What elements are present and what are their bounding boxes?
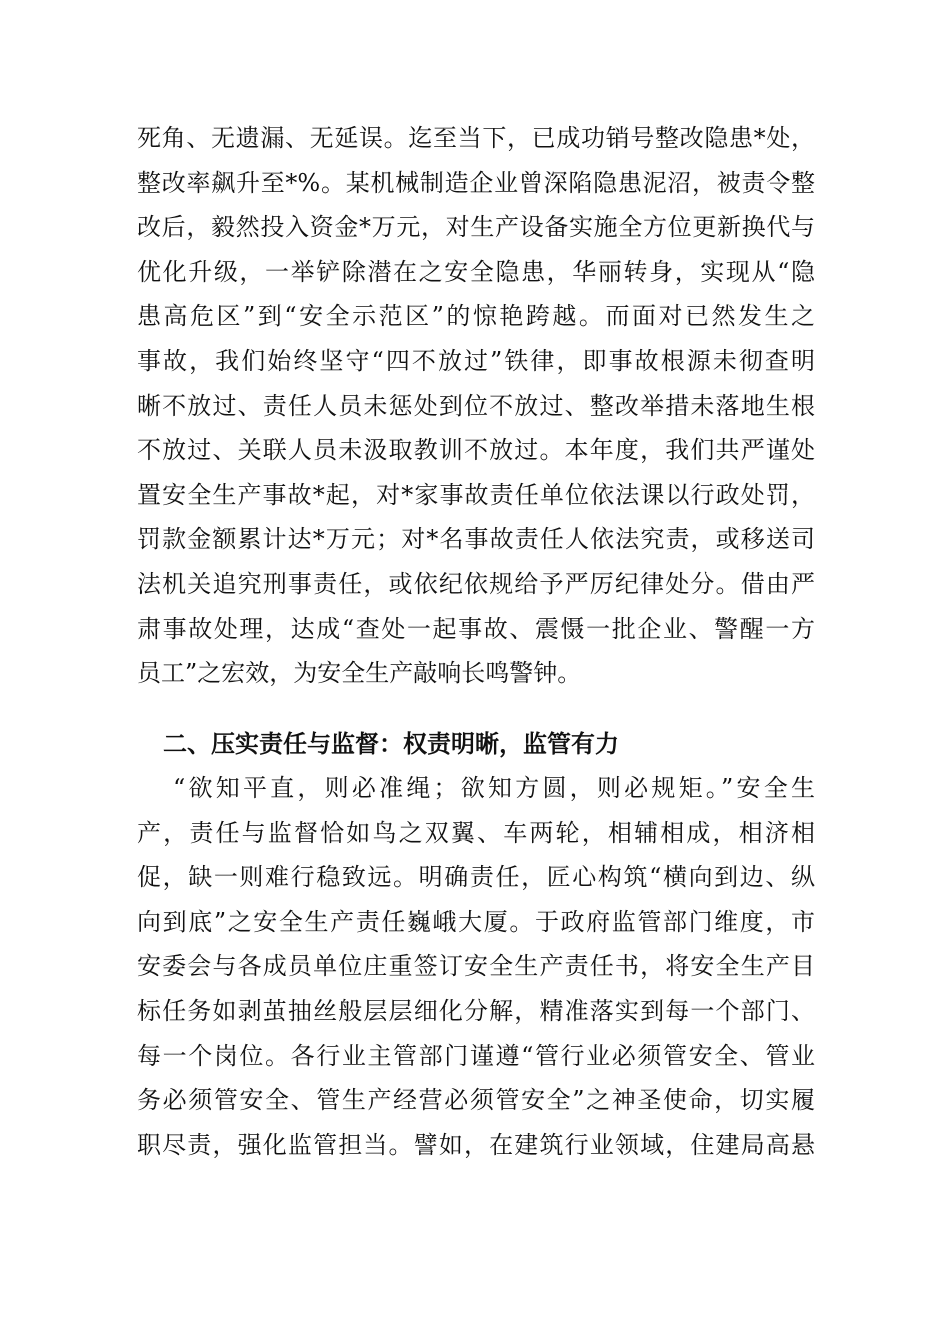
paragraph-line: 法机关追究刑事责任，或依纪依规给予严厉纪律处分。借由严 [137, 569, 815, 598]
paragraph-line: 患高危区”到“安全示范区”的惊艳跨越。而面对已然发生之 [137, 302, 815, 331]
paragraph-line: 不放过、关联人员未汲取教训不放过。本年度，我们共严谨处 [137, 436, 815, 465]
paragraph-responsibility [137, 766, 815, 1167]
paragraph-line: 肃事故处理，达成“查处一起事故、震慑一批企业、警醒一方 [137, 614, 815, 643]
paragraph-accident-handling [137, 116, 815, 696]
paragraph-line: 改后，毅然投入资金*万元，对生产设备实施全方位更新换代与 [137, 213, 815, 242]
paragraph-line: 整改率飙升至*%。某机械制造企业曾深陷隐患泥沼，被责令整 [137, 168, 815, 197]
section-heading: 二、压实责任与监督：权责明晰，监管有力 [163, 730, 619, 758]
paragraph-line: 向到底”之安全生产责任巍峨大厦。于政府监管部门维度，市 [137, 907, 815, 936]
paragraph-line: 死角、无遗漏、无延误。迄至当下，已成功销号整改隐患*处， [137, 124, 815, 152]
paragraph-line: 标任务如剥茧抽丝般层层细化分解，精准落实到每一个部门、 [137, 996, 815, 1025]
paragraph-line: “欲知平直，则必准绳；欲知方圆，则必规矩。”安全生 [173, 774, 815, 802]
paragraph-line: 每一个岗位。各行业主管部门谨遵“管行业必须管安全、管业 [137, 1041, 815, 1070]
paragraph-line: 务必须管安全、管生产经营必须管安全”之神圣使命，切实履 [137, 1086, 815, 1115]
paragraph-line: 员工”之宏效，为安全生产敲响长鸣警钟。 [137, 659, 582, 688]
paragraph-line: 优化升级，一举铲除潜在之安全隐患，华丽转身，实现从“隐 [137, 257, 815, 286]
paragraph-line: 促，缺一则难行稳致远。明确责任，匠心构筑“横向到边、纵 [137, 863, 815, 892]
paragraph-line: 安委会与各成员单位庄重签订安全生产责任书，将安全生产目 [137, 952, 815, 981]
paragraph-line: 职尽责，强化监管担当。譬如，在建筑行业领域，住建局高悬 [137, 1130, 815, 1159]
paragraph-line: 罚款金额累计达*万元；对*名事故责任人依法究责，或移送司 [137, 525, 815, 554]
paragraph-line: 晰不放过、责任人员未惩处到位不放过、整改举措未落地生根 [137, 391, 815, 420]
paragraph-line: 事故，我们始终坚守“四不放过”铁律，即事故根源未彻查明 [137, 346, 815, 375]
paragraph-line: 产，责任与监督恰如鸟之双翼、车两轮，相辅相成，相济相 [137, 818, 815, 847]
paragraph-line: 置安全生产事故*起，对*家事故责任单位依法课以行政处罚， [137, 480, 815, 509]
